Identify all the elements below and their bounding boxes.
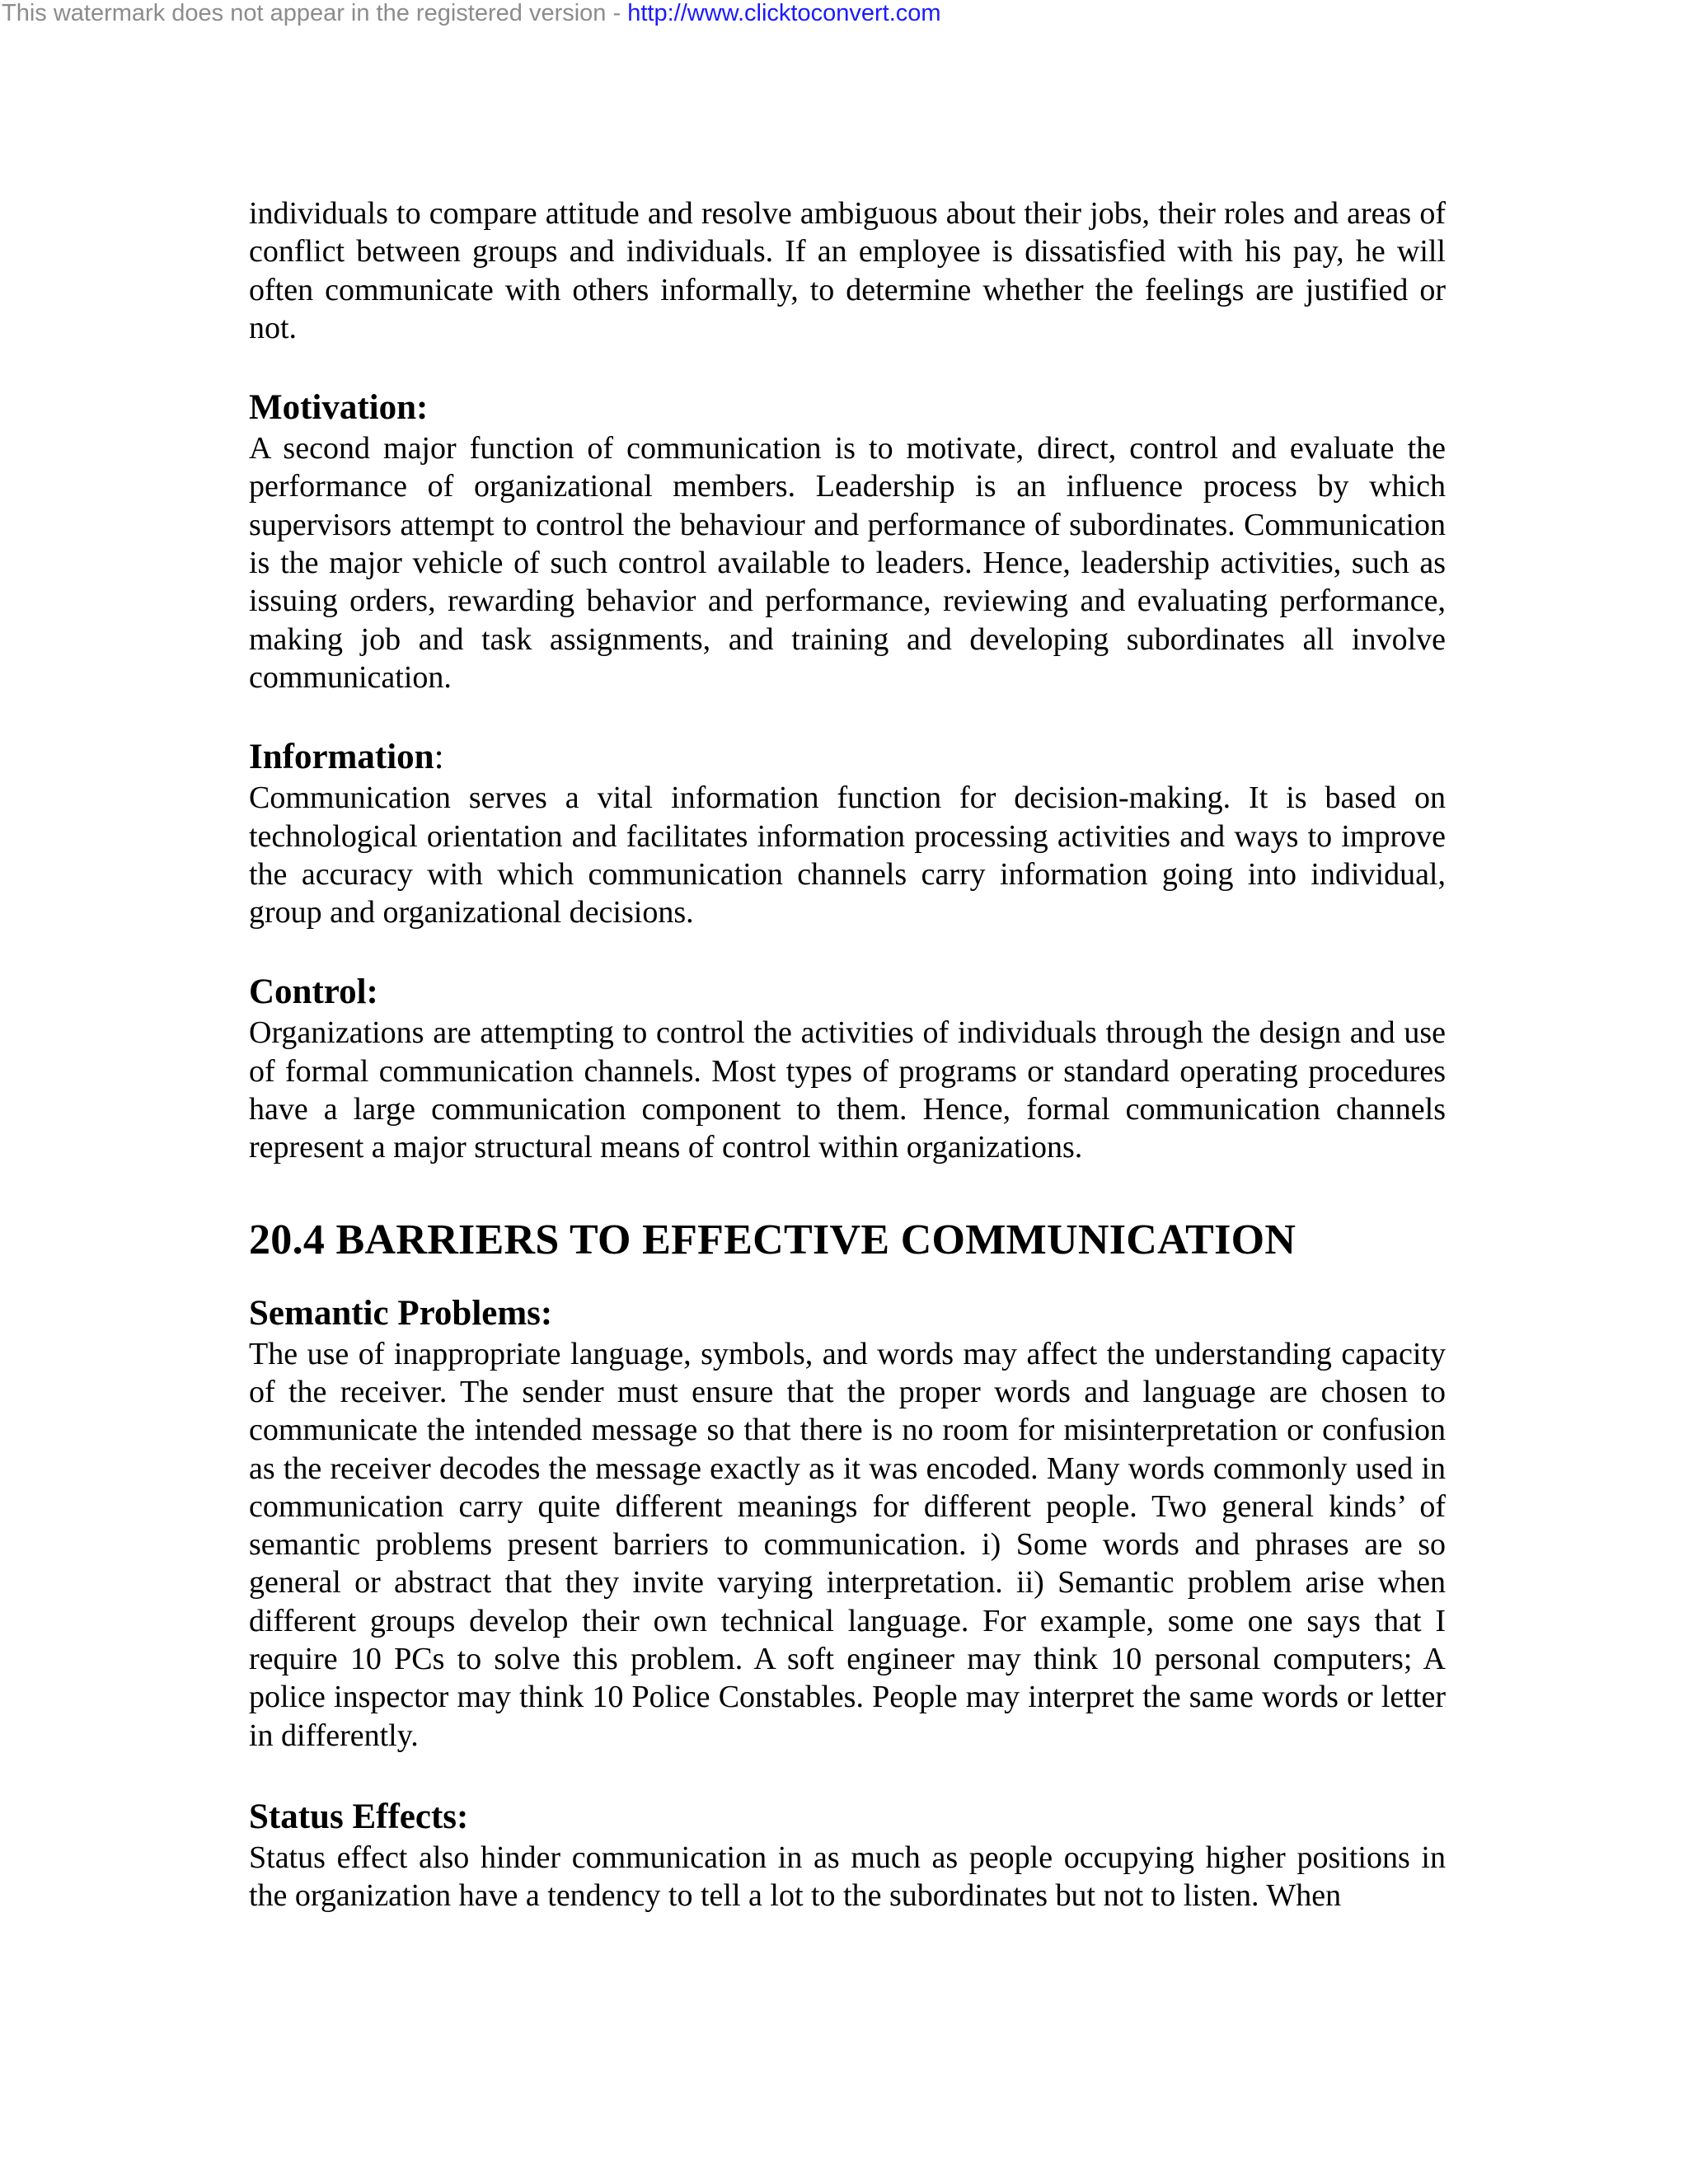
information-paragraph: Communication serves a vital information function for decision-making. It is based on technological orientation and facilitates information processing activities and ways to improve the accuracy with which communication channels carry information going into individual, group and organizational decisions. — [249, 780, 1446, 930]
watermark-banner — [2, 0, 941, 26]
control-heading: Control: — [249, 972, 378, 1012]
watermark-link[interactable]: http://www.clicktoconvert.com — [627, 0, 941, 26]
status-paragraph: Status effect also hinder communication in as much as people occupying higher positions in the organization have a tendency to tell a lot to the subordinates but not to listen. When — [249, 1840, 1446, 1914]
information-heading — [249, 736, 1446, 779]
information-heading-colon: : — [434, 738, 444, 777]
intro-paragraph: individuals to compare attitude and resolve ambiguous about their jobs, their roles and areas of conflict between groups and individuals. If an employee is dissatisfied with his pay, he will often communicate with others informally, to determine whether the feelings are justified or not. — [249, 196, 1446, 345]
document-body — [249, 194, 1446, 1915]
motivation-paragraph: A second major function of communication is to motivate, direct, control and evaluate the performance of organizational members. Leadership is an influence process by which supervisors attempt to control the behaviour and performance of subordinates. Communication is the major vehicle of such control available to leaders. Hence, leadership activities, such as issuing orders, rewarding behavior and performance, reviewing and evaluating performance, making job and task assignments, and training and developing subordinates all involve communication. — [249, 431, 1446, 695]
information-heading-text: Information — [249, 738, 434, 777]
watermark-text: This watermark does not appear in the registered version - — [2, 0, 628, 26]
semantic-heading: Semantic Problems: — [249, 1293, 553, 1333]
control-paragraph: Organizations are attempting to control the activities of individuals through the design and use of formal communication channels. Most types of programs or standard operating procedures have a large communication component to them. Hence, formal communication channels represent a major structural means of control within organizations. — [249, 1015, 1446, 1165]
motivation-heading: Motivation: — [249, 388, 429, 428]
semantic-paragraph: The use of inappropriate language, symbols, and words may affect the understanding capacity of the receiver. The sender must ensure that the proper words and language are chosen to communicate the intended message so that there is no room for misinterpretation or confusion as the receiver decodes the message exactly as it was encoded. Many words commonly used in communication carry quite different meanings for different people. Two general kinds’ of semantic problems present barriers to communication. i) Some words and phrases are so general or abstract that they invite varying interpretation. ii) Semantic problem arise when different groups develop their own technical language. For example, some one says that I require 10 PCs to solve this problem. A soft engineer may think 10 personal computers; A police inspector may think 10 Police Constables. People may interpret the same words or letter in differently. — [249, 1336, 1446, 1753]
status-heading: Status Effects: — [249, 1797, 469, 1836]
section-title: 20.4 BARRIERS TO EFFECTIVE COMMUNICATION — [249, 1216, 1296, 1263]
